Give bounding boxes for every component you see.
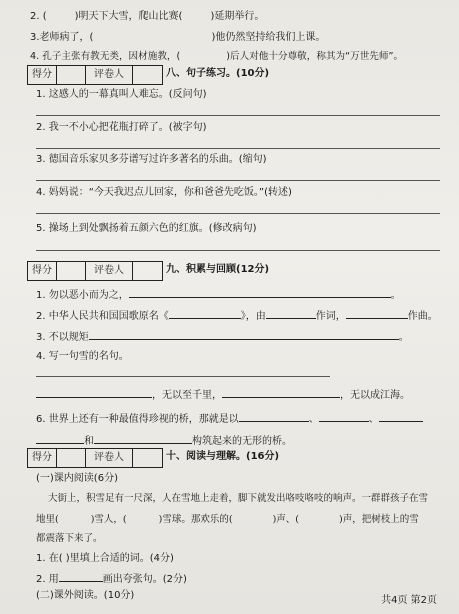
page-footer: 共4页 第2页	[381, 595, 437, 606]
answer-line	[36, 180, 440, 181]
s9-q2: 2. 中华人民共和国国歌原名《 》，由 作词， 作曲。	[36, 307, 438, 324]
grader-label: 评卷人	[86, 66, 133, 84]
passage-line-2: 地里( )雪人，( )雪球。那欢乐的( )声、( )声，把树枝上的雪	[36, 514, 419, 525]
section-8-title: 八、句子练习。(10分)	[166, 68, 270, 79]
fill-q4: 4. 孔子主张有教无类，因材施教，( )后人对他十分尊敬，称其为“万世先师”。	[30, 51, 404, 62]
s10-q1: 1. 在( )里填上合适的词。(4分)	[36, 553, 174, 564]
grader-cell	[133, 262, 161, 280]
score-box-9	[27, 261, 163, 281]
s10-part1: (一)课内阅读(6分)	[36, 473, 118, 484]
score-cell	[57, 262, 86, 280]
score-label: 得分	[28, 66, 57, 84]
s10-part2: (二)课外阅读。(10分)	[36, 590, 135, 601]
grader-label: 评卷人	[86, 449, 133, 467]
s8-item-5: 5. 操场上到处飘扬着五颜六色的红旗。(修改病句)	[36, 223, 257, 234]
score-label: 得分	[28, 262, 57, 280]
s9-q4: 4. 写一句雪的名句。	[36, 351, 129, 362]
grader-cell	[133, 66, 161, 84]
s8-item-4: 4. 妈妈说：“今天我迟点儿回家，你和爸爸先吃饭。”(转述)	[36, 187, 292, 198]
score-label: 得分	[28, 449, 57, 467]
passage-line-3: 都震落下来了。	[36, 533, 103, 544]
score-box-8	[27, 65, 163, 85]
fill-q2: 2. ( )明天下大雪，爬山比赛( )延期举行。	[30, 11, 265, 22]
section-9-title: 九、积累与回顾(12分)	[166, 264, 270, 275]
answer-line	[36, 148, 440, 149]
s8-item-1: 1. 这感人的一幕真叫人难忘。(反问句)	[36, 89, 207, 100]
s9-q6: 6. 世界上还有一种最值得珍视的桥，那就是以 、 、	[36, 410, 423, 427]
answer-line	[36, 250, 440, 251]
s9-q6-cont: 和 构筑起来的无形的桥。	[36, 432, 292, 449]
answer-line	[36, 376, 330, 377]
s8-item-2: 2. 我一不小心把花瓶打碎了。(被字句)	[36, 122, 207, 133]
grader-cell	[133, 449, 161, 467]
s8-item-3: 3. 德国音乐家贝多芬谱写过许多著名的乐曲。(缩句)	[36, 154, 267, 165]
section-10-title: 十、阅读与理解。(16分)	[166, 451, 280, 462]
s9-q3: 3. 不以规矩 。	[36, 328, 409, 345]
passage-line-1: 大街上，积雪足有一尺深，人在雪地上走着，脚下就发出咯吱咯吱的响声。一群群孩子在雪	[48, 493, 429, 504]
s10-q2: 2. 用 画出夸张句。(2分)	[36, 570, 187, 587]
grader-label: 评卷人	[86, 262, 133, 280]
score-cell	[57, 449, 86, 467]
answer-line	[36, 115, 440, 116]
score-box-10	[27, 448, 163, 468]
s9-q1: 1. 勿以恶小而为之， 。	[36, 286, 401, 303]
score-cell	[57, 66, 86, 84]
answer-line	[36, 213, 440, 214]
s9-q5: ，无以至千里， ，无以成江海。	[36, 386, 410, 403]
fill-q3: 3.老师病了，( )他仍然坚持给我们上课。	[30, 32, 326, 43]
